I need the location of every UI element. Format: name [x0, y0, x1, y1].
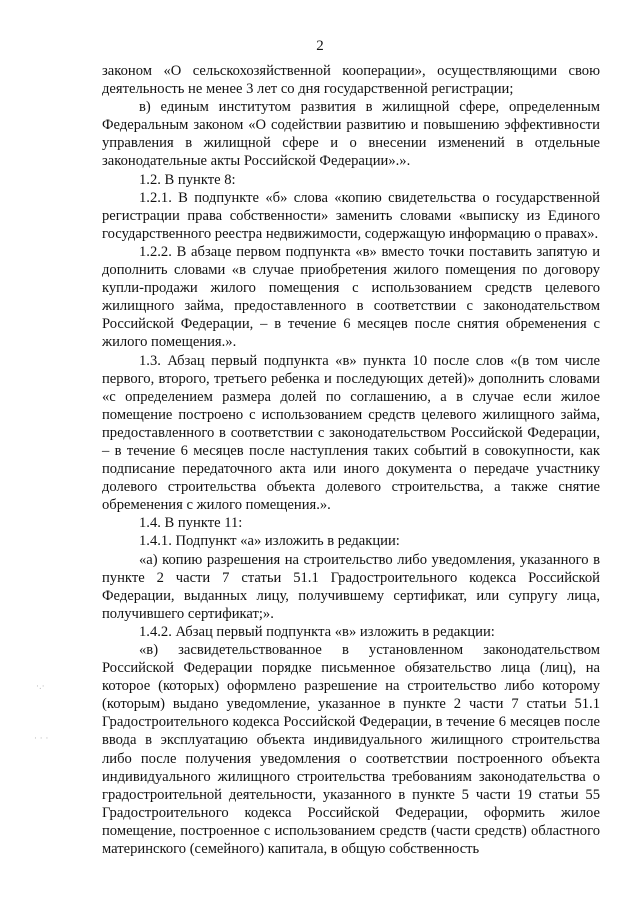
paragraph-1-3: 1.3. Абзац первый подпункта «в» пункта 10 после слов «(в том числе первого, второго, третьего ребенка и последующих детей)» дополнить словами «с определением размера долей по соглашению, а в случае если жилое помещение построено с использованием средств целевого жилищного займа, предоставленного в соответствии с законодательством Российской Федерации, – в течение 6 месяцев после наступления таких событий в совокупности, как подписание передаточного акта или иного документа о передаче участнику долевого строительства объекта долевого строительства, а также снятие обременения с жилого помещения.».	[102, 352, 600, 514]
paragraph-quote-a: «а) копию разрешения на строительство либо уведомления, указанного в пункте 2 части 7 статьи 51.1 Градостроительного кодекса Российской Федерации, выданных лицу, получившему сертификат, или супругу лица, получившего сертификат;».	[102, 551, 600, 622]
paragraph-item-v: в) единым институтом развития в жилищной сфере, определенным Федеральным законом «О содействии развитию и повышению эффективности управления в жилищной сфере и о внесении изменений в отдельные законодательные акты Российской Федерации».».	[102, 99, 600, 170]
paragraph-quote-v: «в) засвидетельствованное в установленном законодательством Российской Федерации порядке письменное обязательство лица (лиц), на которое (которых) оформлено разрешение на строительство либо которому (которым) выдано уведомление, указанное в пункте 2 части 7 статьи 51.1 Градостроительного кодекса Российской Федерации, в течение 6 месяцев после ввода в эксплуатацию объекта индивидуального жилищного строительства либо после получения уведомления о соответствии построенного объекта индивидуального жилищного строительства требованиям законодательства о градостроительной деятельности, указанного в пункте 5 части 19 статьи 55 Градостроительного кодекса Российской Федерации, оформить жилое помещение, построенное с использованием средств (части средств) областного материнского (семейного) капитала, в общую собственность	[102, 642, 600, 858]
paragraph-1-4-1: 1.4.1. Подпункт «а» изложить в редакции:	[139, 533, 400, 550]
page-number: 2	[316, 38, 324, 54]
paragraph-continuation: законом «О сельскохозяйственной кооперации», осуществляющими свою деятельность не менее 3 лет со дня государственной регистрации;	[102, 63, 600, 98]
paragraph-1-4-2: 1.4.2. Абзац первый подпункта «в» изложить в редакции:	[139, 623, 495, 640]
paragraph-1-2-2: 1.2.2. В абзаце первом подпункта «в» вместо точки поставить запятую и дополнить словами «в случае приобретения жилого помещения по договору купли-продажи жилого помещения с использованием средств целевого жилищного займа, предоставленного в соответствии с законодательством Российской Федерации, – в течение 6 месяцев после снятия обременения с жилого помещения.».	[102, 243, 600, 351]
scan-artifact: ·.·	[36, 682, 45, 692]
scan-artifact: · · ·	[34, 734, 49, 744]
paragraph-1-4: 1.4. В пункте 11:	[139, 515, 243, 532]
paragraph-1-2-1: 1.2.1. В подпункте «б» слова «копию свидетельства о государственной регистрации права собственности» заменить словами «выписку из Единого государственного реестра недвижимости, содержащую информацию о правах».	[102, 189, 600, 242]
paragraph-1-2: 1.2. В пункте 8:	[139, 171, 236, 188]
document-body	[102, 62, 600, 858]
